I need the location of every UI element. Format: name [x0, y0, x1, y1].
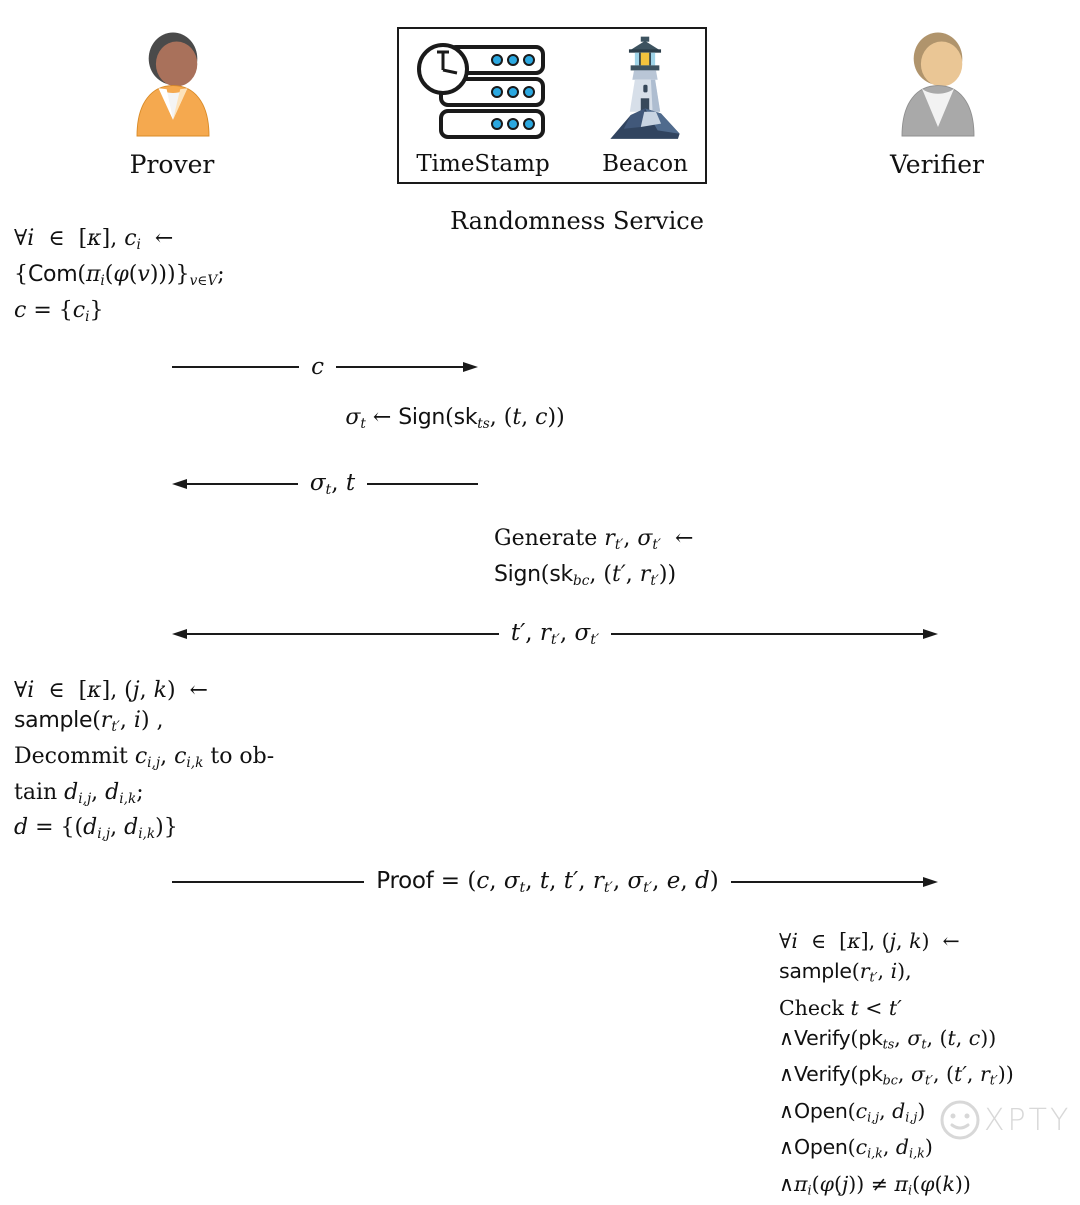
math-line — [779, 926, 1079, 956]
math-segment: , — [877, 959, 891, 983]
math-segment: c — [124, 226, 137, 251]
math-segment: c — [476, 868, 490, 894]
math-segment: i,j — [905, 1109, 918, 1125]
math-segment: i — [27, 226, 35, 251]
math-segment: σ — [910, 1062, 925, 1087]
arrowhead-right-icon — [923, 877, 938, 887]
math-segment: t′ — [888, 995, 902, 1020]
math-segment: )} — [155, 815, 178, 841]
prover-label: Prover — [129, 150, 215, 179]
math-segment: ( — [850, 1062, 859, 1087]
math-segment: ∧ — [779, 1098, 795, 1123]
math-segment: )) — [658, 561, 677, 587]
math-segment: Decommit — [14, 743, 135, 769]
message-proof-label — [364, 868, 730, 896]
math-segment: k — [909, 929, 922, 953]
math-segment: sk — [549, 561, 573, 587]
math-segment: t′ — [510, 620, 526, 646]
math-segment: ∈ [ — [797, 929, 848, 953]
math-segment: φ — [920, 1171, 935, 1196]
arrowhead-left-icon — [172, 629, 187, 639]
math-segment: ) — [917, 1098, 926, 1123]
math-segment: sample — [779, 959, 852, 983]
math-segment: , — [139, 678, 154, 703]
math-segment: ts — [882, 1036, 895, 1052]
math-segment: , — [525, 868, 540, 894]
math-segment: k — [153, 678, 167, 703]
math-segment: t′ — [111, 718, 120, 735]
math-segment: c — [855, 1135, 868, 1160]
math-segment: , — [119, 708, 134, 733]
math-line — [494, 524, 794, 560]
math-segment: } — [89, 297, 104, 323]
math-line — [779, 1169, 1079, 1205]
math-segment: i,k — [867, 1145, 883, 1161]
math-line — [14, 224, 364, 260]
math-line — [779, 993, 1079, 1023]
math-segment: ) — [924, 1135, 933, 1160]
math-segment: ], ( — [860, 929, 890, 953]
math-segment: ], ( — [101, 678, 133, 703]
math-line — [779, 1096, 1079, 1133]
math-segment: ; — [217, 261, 225, 287]
math-segment: r — [979, 1062, 990, 1087]
randomness-service-title: Randomness Service — [450, 207, 704, 235]
math-segment: ], — [101, 226, 125, 251]
math-segment: ( — [128, 261, 138, 287]
math-segment: , — [91, 779, 106, 805]
math-segment: c — [134, 743, 148, 769]
math-segment: π — [794, 1171, 808, 1196]
math-segment: i,k — [909, 1145, 925, 1161]
prover-person-icon — [128, 24, 218, 140]
math-segment: , ( — [489, 405, 513, 430]
math-segment: ( — [104, 261, 114, 287]
math-segment: , — [625, 561, 640, 587]
math-segment: ; — [136, 779, 144, 805]
math-line — [779, 1023, 1079, 1060]
math-segment: t — [360, 415, 366, 432]
prover-commit-step — [14, 224, 364, 331]
math-segment: , — [578, 868, 593, 894]
math-segment: d — [105, 779, 120, 805]
math-segment: )) — [997, 1062, 1014, 1087]
math-segment: t′ — [603, 879, 613, 896]
math-segment: , — [110, 815, 125, 841]
math-segment: t′ — [924, 1072, 933, 1088]
math-segment: , — [549, 868, 564, 894]
math-segment: Sign — [398, 405, 446, 430]
math-line — [779, 956, 1079, 993]
math-segment: c — [855, 1098, 868, 1123]
math-segment: Verify — [794, 1062, 851, 1087]
math-segment: Com — [28, 261, 78, 287]
math-segment: t′ — [650, 572, 659, 589]
math-segment: ∧ — [779, 1135, 795, 1160]
arrow-line — [367, 483, 478, 485]
beacon-lighthouse-icon — [607, 33, 683, 145]
math-line — [14, 676, 374, 706]
math-segment: i,k — [186, 754, 204, 771]
math-segment: = {( — [28, 815, 84, 841]
math-segment: )) ≠ — [848, 1171, 895, 1196]
math-segment: σ — [907, 1025, 922, 1050]
math-segment: , — [680, 868, 696, 894]
math-segment: ∈ [ — [34, 226, 88, 251]
math-segment: ( — [850, 1025, 859, 1050]
math-segment: π — [894, 1171, 908, 1196]
arrow-line — [611, 633, 923, 635]
math-segment: , ( — [932, 1062, 954, 1087]
math-segment: t — [512, 405, 522, 430]
math-segment: c — [72, 297, 86, 323]
math-line — [779, 1059, 1079, 1096]
math-segment: σ — [627, 868, 644, 894]
math-segment: , — [652, 868, 667, 894]
message-sigma-t-label — [298, 470, 367, 498]
arrow-line — [187, 633, 499, 635]
math-segment: t — [345, 470, 356, 496]
math-segment: )))} — [149, 261, 190, 287]
math-segment: )) — [980, 1025, 997, 1050]
math-segment: d — [892, 1098, 906, 1123]
math-segment: d — [695, 868, 710, 894]
math-segment: Sign — [494, 561, 541, 587]
message-beacon-broadcast-label — [499, 620, 611, 648]
math-segment: v — [137, 261, 150, 287]
arrowhead-left-icon — [172, 479, 187, 489]
math-segment: d — [895, 1135, 910, 1160]
math-segment: i — [27, 678, 35, 703]
math-segment: , — [525, 620, 540, 646]
math-segment: κ — [87, 226, 102, 251]
math-segment: ) — [709, 868, 719, 894]
message-proof-arrow — [172, 864, 938, 900]
arrow-line — [336, 366, 463, 368]
math-segment: i,j — [78, 790, 92, 807]
timestamp-clock-server-icon — [415, 43, 549, 143]
math-segment: , — [623, 526, 638, 551]
arrow-line — [172, 366, 299, 368]
math-segment: r — [539, 620, 551, 646]
math-segment: = ( — [433, 868, 477, 894]
math-segment: bc — [573, 572, 590, 589]
message-c-label — [299, 354, 336, 380]
math-line — [494, 560, 794, 596]
math-segment: i,j — [147, 754, 161, 771]
math-segment: t — [325, 481, 332, 498]
math-line — [14, 778, 374, 814]
math-segment: c — [174, 743, 187, 769]
math-segment: ( — [540, 561, 550, 587]
math-segment: ( — [912, 1171, 921, 1196]
math-segment: pk — [858, 1062, 883, 1087]
math-segment: σ — [345, 405, 361, 430]
math-segment: , — [897, 1062, 911, 1087]
math-segment: i,k — [119, 790, 137, 807]
math-segment: pk — [858, 1025, 883, 1050]
math-segment: i — [908, 1182, 913, 1198]
prover-decommit-step — [14, 676, 374, 849]
math-segment: )) — [954, 1171, 971, 1196]
verifier-person-icon — [893, 24, 983, 140]
math-segment: , — [331, 470, 346, 496]
math-segment: v∈V — [189, 272, 218, 289]
randomness-service-box — [397, 27, 707, 184]
math-segment: ( — [934, 1171, 943, 1196]
math-segment: ← — [661, 526, 694, 551]
math-segment: ts — [477, 415, 490, 432]
math-segment: c — [14, 297, 27, 323]
math-segment: Proof — [376, 868, 434, 894]
math-segment: i — [85, 308, 90, 325]
math-segment: i — [890, 959, 898, 983]
math-segment: ∧ — [779, 1025, 795, 1050]
math-segment: i,j — [97, 826, 111, 843]
math-segment: i — [791, 929, 798, 953]
message-sigma-t-arrow — [172, 466, 478, 502]
math-segment: { — [14, 261, 28, 287]
math-segment: ∧ — [779, 1062, 795, 1087]
math-segment: ( — [833, 1171, 842, 1196]
math-segment: Open — [794, 1098, 848, 1123]
math-segment: i,k — [138, 826, 156, 843]
math-segment: ( — [847, 1098, 856, 1123]
math-segment: ( — [847, 1135, 856, 1160]
math-segment: < — [858, 995, 889, 1020]
math-segment: , — [612, 868, 628, 894]
math-segment: σ — [503, 868, 520, 894]
math-segment: ∀ — [14, 678, 28, 703]
math-segment: i,j — [867, 1109, 880, 1125]
math-segment: = { — [26, 297, 73, 323]
beacon-label: Beacon — [602, 151, 688, 177]
math-line — [14, 742, 374, 778]
math-segment: k — [942, 1171, 955, 1196]
math-segment: κ — [847, 929, 861, 953]
math-segment: sample — [14, 708, 93, 733]
math-segment: Open — [794, 1135, 848, 1160]
arrow-line — [731, 881, 923, 883]
math-segment: Generate — [494, 526, 605, 551]
message-beacon-broadcast-arrow — [172, 616, 938, 652]
math-segment: t′ — [611, 561, 626, 587]
math-segment: ∀ — [14, 226, 28, 251]
math-segment: , — [966, 1062, 980, 1087]
math-segment: j — [841, 1171, 849, 1196]
math-segment: r — [592, 868, 604, 894]
math-segment: Check — [779, 995, 851, 1020]
math-segment: t′ — [614, 536, 624, 553]
arrow-line — [172, 881, 364, 883]
math-line — [310, 403, 600, 439]
math-segment: t′ — [869, 969, 878, 985]
math-segment: ∈ [ — [34, 678, 88, 703]
math-segment: r — [639, 561, 651, 587]
math-segment: σ — [574, 620, 591, 646]
math-segment: t — [921, 1036, 927, 1052]
math-segment: , ( — [589, 561, 612, 587]
math-segment: r — [100, 708, 112, 733]
math-segment: t′ — [590, 631, 600, 648]
math-segment: to ob- — [203, 743, 275, 769]
math-line — [14, 813, 374, 849]
math-segment: t — [539, 868, 550, 894]
math-segment: t′ — [643, 879, 653, 896]
math-segment: ∀ — [779, 929, 792, 953]
verifier-label: Verifier — [890, 150, 984, 179]
math-segment: )) — [547, 405, 565, 430]
math-segment: d — [64, 779, 79, 805]
math-line — [779, 1132, 1079, 1169]
math-segment: φ — [819, 1171, 834, 1196]
math-segment: , — [882, 1135, 896, 1160]
math-segment: , — [955, 1025, 969, 1050]
math-line — [14, 706, 374, 742]
math-segment: ( — [811, 1171, 820, 1196]
math-segment: t — [947, 1025, 956, 1050]
math-segment: t — [519, 879, 526, 896]
math-segment: κ — [87, 678, 102, 703]
math-segment: ( — [445, 405, 454, 430]
math-segment: t′ — [550, 631, 560, 648]
math-segment: ( — [92, 708, 101, 733]
math-segment: i — [133, 708, 141, 733]
math-segment: j — [889, 929, 897, 953]
timestamp-label: TimeStamp — [416, 151, 550, 177]
math-segment: σ — [309, 470, 326, 496]
timestamp-sign-step — [310, 403, 600, 439]
math-segment: c — [535, 405, 548, 430]
arrowhead-right-icon — [923, 629, 938, 639]
math-segment: j — [132, 678, 140, 703]
arrow-line — [187, 483, 298, 485]
math-segment: t′ — [989, 1072, 998, 1088]
math-segment: i — [100, 272, 105, 289]
math-segment: e — [666, 868, 681, 894]
math-segment: ∧ — [779, 1171, 795, 1196]
math-segment: c — [968, 1025, 981, 1050]
math-segment: tain — [14, 779, 65, 805]
math-segment: c — [311, 354, 324, 380]
watermark-text: XPTY — [984, 1102, 1072, 1138]
math-segment: , — [160, 743, 175, 769]
math-segment: π — [85, 261, 101, 287]
math-segment: ( — [77, 261, 86, 287]
message-c-arrow — [172, 349, 478, 385]
math-segment: t — [850, 995, 859, 1020]
math-segment: ) , — [140, 708, 164, 733]
math-segment: t′ — [652, 536, 661, 553]
math-segment: ← — [365, 405, 399, 430]
math-segment: , — [521, 405, 536, 430]
math-segment: Verify — [794, 1025, 851, 1050]
math-segment: i — [807, 1182, 812, 1198]
math-segment: , ( — [926, 1025, 948, 1050]
math-segment: , — [879, 1098, 893, 1123]
math-segment: t′ — [563, 868, 579, 894]
beacon-generate-step — [494, 524, 794, 596]
math-line — [14, 260, 364, 296]
math-segment: i — [136, 236, 141, 253]
math-segment: , — [894, 1025, 908, 1050]
math-segment: d — [124, 815, 139, 841]
math-segment: , — [896, 929, 910, 953]
math-segment: bc — [882, 1072, 898, 1088]
math-segment: σ — [637, 526, 653, 551]
math-segment: φ — [113, 261, 129, 287]
math-segment: ) ← — [166, 678, 208, 703]
math-segment: r — [604, 526, 615, 551]
math-segment: ), — [897, 959, 912, 983]
math-segment: ) ← — [921, 929, 960, 953]
math-segment: , — [559, 620, 575, 646]
math-segment: t′ — [954, 1062, 967, 1087]
math-segment: d — [14, 815, 29, 841]
math-segment: sk — [453, 405, 478, 430]
math-segment: d — [83, 815, 98, 841]
math-segment: ← — [140, 226, 174, 251]
math-segment: ( — [851, 959, 860, 983]
math-segment: , — [489, 868, 504, 894]
math-line — [14, 296, 364, 332]
verifier-check-step — [779, 926, 1079, 1205]
arrowhead-right-icon — [463, 362, 478, 372]
math-segment: r — [859, 959, 870, 983]
